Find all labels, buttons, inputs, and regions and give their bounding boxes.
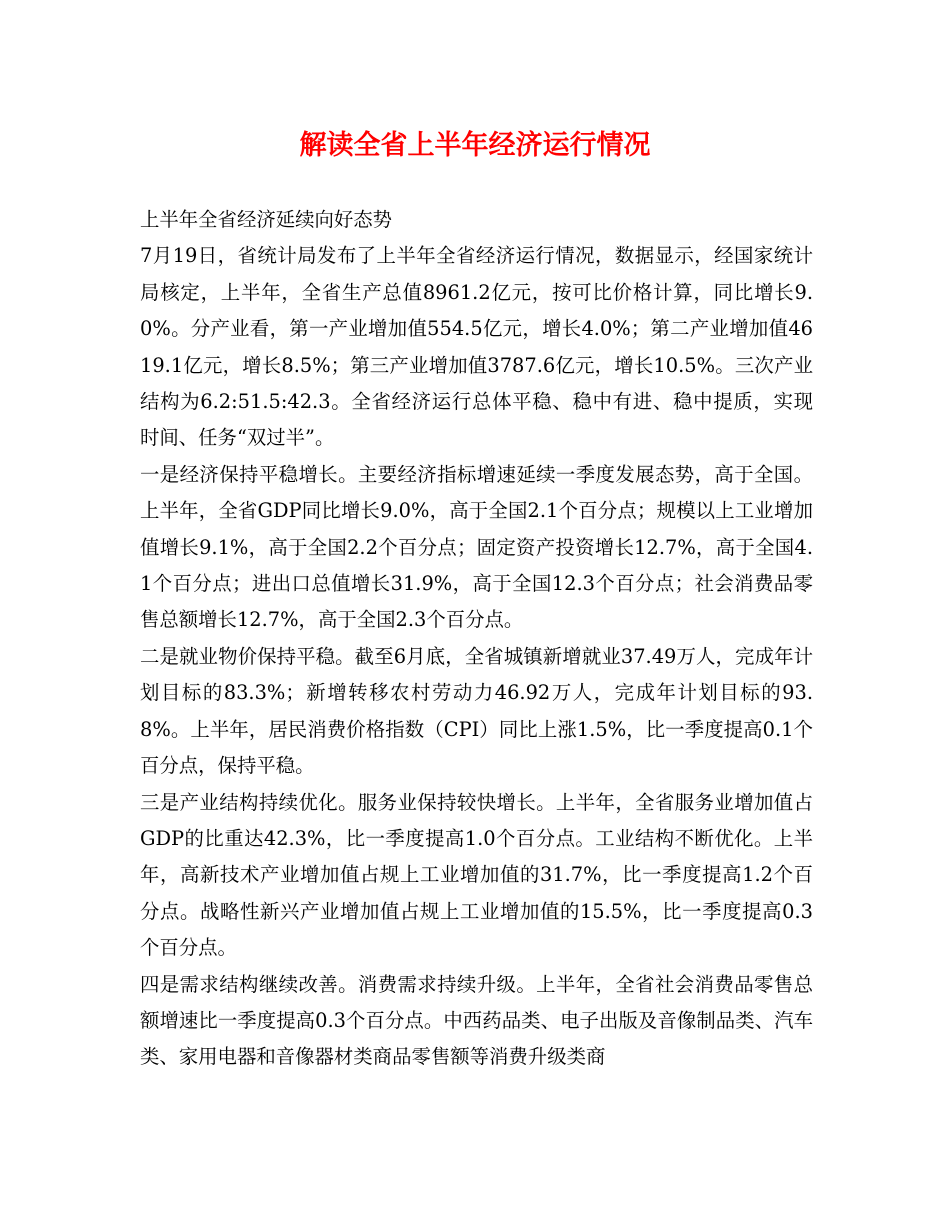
document-body [140,202,813,1076]
paragraph-employment-prices: 二是就业物价保持平稳。截至6月底，全省城镇新增就业37.49万人，完成年计划目标的83.3%；新增转移农村劳动力46.92万人，完成年计划目标的93.8%。上半年，居民消费价格指数（CPI）同比上涨1.5%，比一季度提高0.1个百分点，保持平稳。 [140,644,813,778]
paragraph-demand-structure: 四是需求结构继续改善。消费需求持续升级。上半年，全省社会消费品零售总额增速比一季度提高0.3个百分点。中西药品类、电子出版及音像制品类、汽车类、家用电器和音像器材类商品零售额等消费升级类商 [140,972,813,1069]
paragraph-growth: 一是经济保持平稳增长。主要经济指标增速延续一季度发展态势，高于全国。上半年，全省GDP同比增长9.0%，高于全国2.1个百分点；规模以上工业增加值增长9.1%，高于全国2.2个百分点；固定资产投资增长12.7%，高于全国4.1个百分点；进出口总值增长31.9%，高于全国12.3个百分点；社会消费品零售总额增长12.7%，高于全国2.3个百分点。 [140,462,813,632]
subheading: 上半年全省经济延续向好态势 [140,208,393,231]
paragraph-overview: 7月19日，省统计局发布了上半年全省经济运行情况，数据显示，经国家统计局核定，上半年，全省生产总值8961.2亿元，按可比价格计算，同比增长9.0%。分产业看，第一产业增加值554.5亿元，增长4.0%；第二产业增加值4619.1亿元，增长8.5%；第三产业增加值3787.6亿元，增长10.5%。三次产业结构为6.2:51.5:42.3。全省经济运行总体平稳、稳中有进、稳中提质，实现时间、任务“双过半”。 [140,244,813,450]
paragraph-industry-structure: 三是产业结构持续优化。服务业保持较快增长。上半年，全省服务业增加值占GDP的比重达42.3%，比一季度提高1.0个百分点。工业结构不断优化。上半年，高新技术产业增加值占规上工业增加值的31.7%，比一季度提高1.2个百分点。战略性新兴产业增加值占规上工业增加值的15.5%，比一季度提高0.3个百分点。 [140,790,813,960]
document-title: 解读全省上半年经济运行情况 [299,130,651,161]
